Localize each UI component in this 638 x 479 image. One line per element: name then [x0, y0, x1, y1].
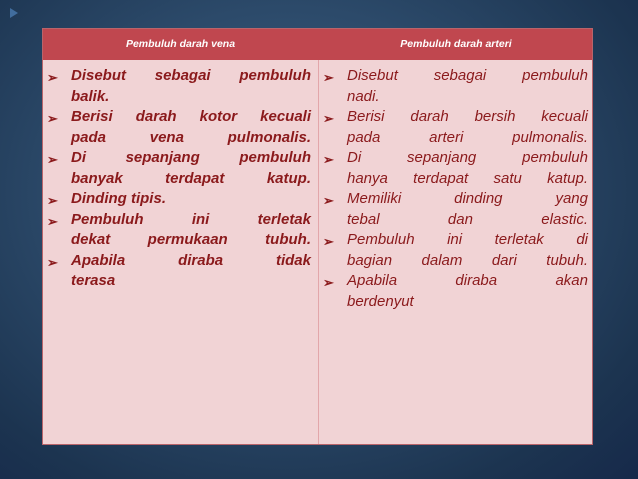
- corner-arrow-icon: [10, 8, 18, 18]
- vena-item: [45, 251, 311, 292]
- vena-item: [45, 148, 311, 189]
- arrow-bullet-icon: ➢: [47, 111, 58, 126]
- vena-item-line: Pembuluh ini terletak: [71, 210, 311, 228]
- arteri-item-line: berdenyut: [347, 292, 414, 310]
- arteri-item: [321, 189, 588, 230]
- arteri-item-line: tebal dan elastic.: [347, 210, 588, 228]
- arteri-item: [321, 66, 588, 107]
- arrow-bullet-icon: ➢: [47, 70, 58, 85]
- arrow-bullet-icon: ➢: [47, 254, 58, 270]
- arteri-item-line: Memiliki dinding yang: [347, 190, 588, 207]
- vena-column: [45, 66, 311, 292]
- arrow-bullet-icon: ➢: [323, 70, 334, 85]
- arteri-item: [321, 230, 588, 271]
- vena-item: [45, 210, 311, 251]
- arteri-item-line: Di sepanjang pembuluh: [347, 149, 588, 166]
- vena-item-line: pada vena pulmonalis.: [71, 128, 311, 146]
- arteri-item-line: nadi.: [347, 87, 380, 105]
- vena-item-line: dekat permukaan tubuh.: [71, 231, 311, 248]
- vena-item: [45, 66, 311, 107]
- column-divider: [318, 60, 319, 444]
- vena-item-line: terasa: [71, 272, 116, 289]
- header-arteri: Pembuluh darah arteri: [400, 38, 512, 50]
- vena-item-line: Disebut sebagai pembuluh: [71, 67, 311, 84]
- arrow-bullet-icon: ➢: [47, 152, 58, 167]
- header-vena: Pembuluh darah vena: [125, 38, 236, 50]
- vena-item-line: Apabila diraba tidak: [71, 251, 311, 269]
- vena-item-line: Dinding tipis.: [71, 190, 166, 207]
- vena-item-line: Di sepanjang pembuluh: [71, 149, 311, 166]
- arrow-bullet-icon: ➢: [323, 193, 334, 208]
- arrow-bullet-icon: ➢: [323, 111, 334, 126]
- arrow-bullet-icon: ➢: [47, 213, 58, 229]
- arteri-item: [321, 107, 588, 148]
- comparison-table: [42, 28, 593, 445]
- vena-item: [45, 189, 311, 210]
- arteri-item-line: Berisi darah bersih kecuali: [347, 108, 588, 125]
- arteri-item: [321, 271, 588, 312]
- arteri-item-line: hanya terdapat satu katup.: [347, 169, 588, 187]
- vena-item-line: balik.: [71, 87, 110, 105]
- arrow-bullet-icon: ➢: [323, 234, 334, 249]
- arrow-bullet-icon: ➢: [323, 275, 334, 290]
- arteri-item-line: Pembuluh ini terletak di: [347, 231, 588, 248]
- arteri-item-line: Disebut sebagai pembuluh: [347, 67, 588, 84]
- vena-item-line: banyak terdapat katup.: [71, 169, 311, 187]
- arteri-item: [321, 148, 588, 189]
- arteri-column: [321, 66, 588, 312]
- arteri-item-line: Apabila diraba akan: [347, 272, 588, 289]
- vena-item-line: Berisi darah kotor kecuali: [71, 108, 311, 125]
- arteri-item-line: pada arteri pulmonalis.: [347, 128, 588, 146]
- vena-item: [45, 107, 311, 148]
- table-header: [43, 29, 592, 60]
- arteri-item-line: bagian dalam dari tubuh.: [347, 251, 588, 269]
- arrow-bullet-icon: ➢: [323, 152, 334, 167]
- arrow-bullet-icon: ➢: [47, 193, 58, 208]
